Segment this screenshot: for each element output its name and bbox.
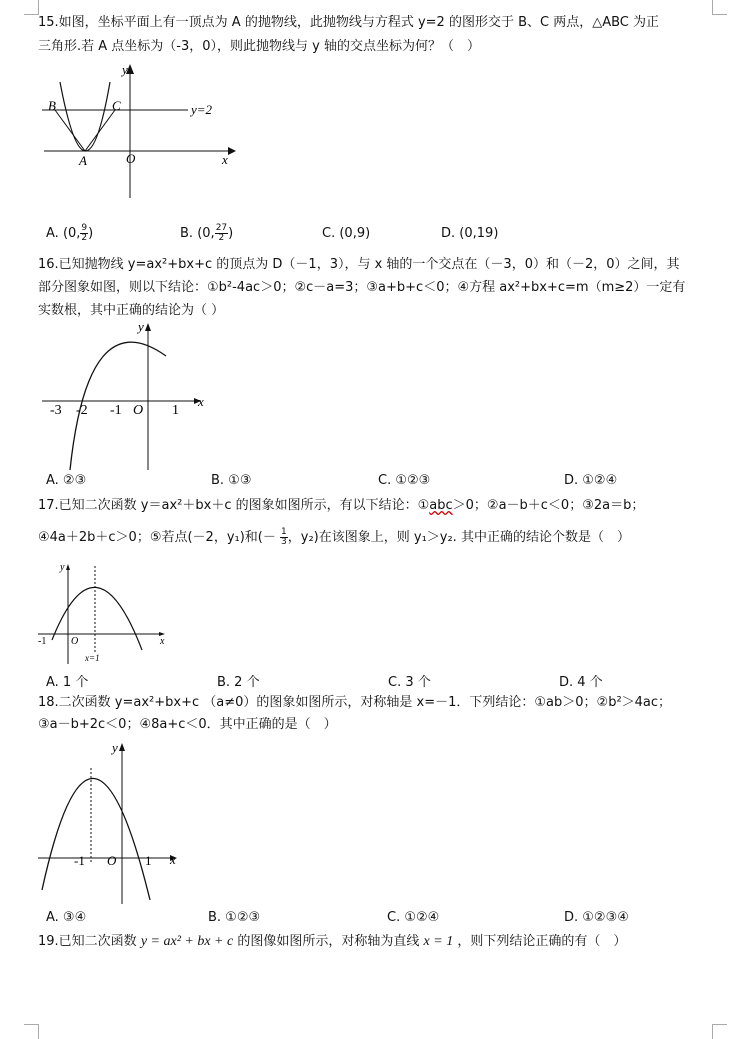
q18-fig-tick-minus1: -1	[74, 853, 85, 868]
q18-fig-x-label: x	[170, 852, 176, 867]
q19-formula: y = ax² + bx + c	[140, 934, 234, 949]
q16-line-1: 16.已知抛物线 y=ax²+bx+c 的顶点为 D（－1，3），与 x 轴的一个交点在（－3，0）和（－2，0）之间，其	[38, 257, 680, 272]
corner-mark-top-left	[24, 0, 39, 15]
q15-fig-point-a: A	[79, 153, 87, 168]
q17-fig-origin: O	[71, 636, 79, 647]
q16-figure	[38, 320, 208, 470]
corner-mark-top-right	[712, 0, 727, 15]
q15-fig-origin: O	[126, 151, 136, 166]
q15-fig-y-label: y	[122, 62, 128, 77]
q16-fig-tick-minus3: -3	[50, 403, 62, 418]
q17-line-1: 17.已知二次函数 y＝ax²＋bx＋c 的图象如图所示，有以下结论：①abc＞0；②a－b＋c＜0；③2a＝b；	[38, 498, 645, 513]
q16-fig-x-label: x	[198, 394, 204, 409]
q16-fig-tick-minus2: -2	[76, 403, 88, 418]
q18-line-2: ③a－b+2c＜0；④8a+c＜0．其中正确的是（ ）	[38, 717, 337, 732]
q15-option-b[interactable]: B. (0, $\frac{27}{2}$ )	[180, 223, 234, 243]
q18-figure	[38, 738, 188, 904]
q16-fig-tick-minus1: -1	[110, 403, 122, 418]
q18-fig-tick-1: 1	[145, 853, 152, 868]
q16-option-c[interactable]: C. ①②③	[378, 473, 431, 488]
q17-fig-tick-minus1: -1	[38, 636, 47, 647]
q18-option-b[interactable]: B. ①②③	[208, 910, 261, 925]
q15-line-2: 三角形.若 A 点坐标为（-3，0），则此抛物线与 y 轴的交点坐标为何？（ ）	[38, 39, 480, 54]
q16-option-d[interactable]: D. ①②④	[564, 473, 618, 488]
q17-option-b[interactable]: B. 2 个	[217, 675, 260, 690]
q15-fig-point-b: B	[48, 98, 56, 113]
q18-fig-y-label: y	[112, 740, 118, 755]
q15-fig-x-label: x	[222, 152, 228, 167]
q19-axis: x = 1	[423, 934, 454, 949]
q18-option-d[interactable]: D. ①②③④	[564, 910, 629, 925]
corner-mark-bottom-right	[712, 1024, 727, 1039]
q15-option-a[interactable]: A. (0, $\frac{9}{2}$ )	[46, 223, 94, 243]
q18-line-1: 18.二次函数 y=ax²+bx+c （a≠0）的图象如图所示，对称轴是 x=－1．下列结论：①ab＞0；②b²＞4ac；	[38, 695, 672, 710]
q18-option-a[interactable]: A. ③④	[46, 910, 87, 925]
q18-option-c[interactable]: C. ①②④	[387, 910, 440, 925]
q15-line-1: 15.如图，坐标平面上有一顶点为 A 的抛物线，此抛物线与方程式 y=2 的图形交于 B、C 两点，△ABC 为正	[38, 15, 660, 30]
q16-option-b[interactable]: B. ①③	[211, 473, 252, 488]
q16-option-a[interactable]: A. ②③	[46, 473, 87, 488]
q17-fig-y-label: y	[60, 562, 65, 573]
q17-abc-underlined: abc	[429, 498, 453, 513]
q17-fig-x-label: x	[160, 636, 165, 647]
q17-option-a[interactable]: A. 1 个	[46, 675, 89, 690]
q15-option-d[interactable]: D. (0,19)	[441, 226, 499, 241]
q19-line-1: 19.已知二次函数 y = ax² + bx + c 的图像如图所示，对称轴为直线 x = 1 ，则下列结论正确的有（ ）	[38, 934, 627, 949]
q17-line-2: ④4a＋2b＋c＞0；⑤若点(－2，y₁)和(－ $\frac{1}{3}$ ，y₂)在该图象上，则 y₁＞y₂. 其中正确的结论个数是（ ）	[38, 527, 630, 547]
q16-line-2: 部分图象如图，则以下结论：①b²-4ac＞0；②c－a=3；③a+b+c＜0；④方程 ax²+bx+c=m（m≥2）一定有	[38, 280, 686, 295]
q15-fig-point-c: C	[112, 98, 121, 113]
q15-option-c[interactable]: C. (0,9)	[322, 226, 371, 241]
q15-figure	[38, 60, 238, 200]
q17-figure	[38, 560, 178, 668]
q18-fig-origin: O	[107, 853, 117, 868]
q16-fig-origin: O	[133, 403, 144, 418]
q16-fig-y-label: y	[138, 320, 144, 334]
corner-mark-bottom-left	[24, 1024, 39, 1039]
q17-option-d[interactable]: D. 4 个	[559, 675, 603, 690]
q15-fig-line-label: y=2	[191, 102, 213, 117]
q16-fig-tick-1: 1	[172, 403, 179, 418]
q16-line-3: 实数根，其中正确的结论为（ ）	[38, 303, 225, 318]
q17-fig-sym-label: x=1	[85, 653, 100, 663]
q17-option-c[interactable]: C. 3 个	[388, 675, 431, 690]
